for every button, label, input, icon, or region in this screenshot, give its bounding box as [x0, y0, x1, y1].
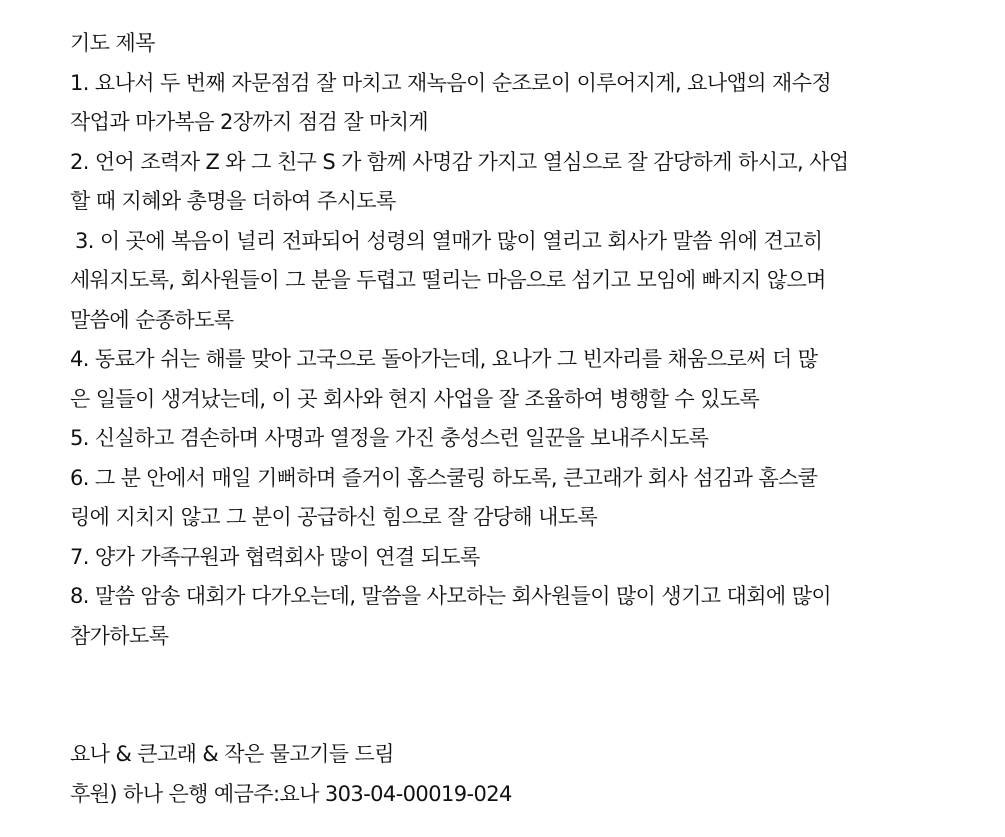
prayer-item-7-line-1: 7. 양가 가족구원과 협력회사 많이 연결 되도록 — [70, 544, 480, 569]
prayer-item-4-line-2: 은 일들이 생겨났는데, 이 곳 회사와 현지 사업을 잘 조율하여 병행할 수 있도록 — [70, 386, 760, 411]
document-title: 기도 제목 — [70, 31, 155, 55]
prayer-item-5 — [70, 419, 970, 459]
prayer-item-4-line-1: 4. 동료가 쉬는 해를 맞아 고국으로 돌아가는데, 요나가 그 빈자리를 채움으로써 더 많 — [70, 347, 818, 371]
prayer-item-8-line-1: 8. 말씀 암송 대회가 다가오는데, 말씀을 사모하는 회사원들이 많이 생기고 대회에 많이 — [70, 584, 832, 608]
spacer — [70, 656, 970, 735]
prayer-item-2 — [70, 143, 970, 222]
prayer-item-8-line-2: 참가하도록 — [70, 623, 169, 648]
prayer-item-6 — [70, 459, 970, 538]
prayer-item-7 — [70, 538, 970, 578]
signature-line: 요나 & 큰고래 & 작은 물고기들 드림 — [70, 742, 394, 766]
prayer-document — [70, 24, 970, 814]
prayer-item-4 — [70, 340, 970, 419]
prayer-item-3-line-3: 말씀에 순종하도록 — [70, 307, 234, 332]
prayer-item-1-line-2: 작업과 마가복음 2장까지 점검 잘 마치게 — [70, 110, 429, 134]
prayer-item-6-line-1: 6. 그 분 안에서 매일 기뻐하며 즐거이 홈스쿨링 하도록, 큰고래가 회사 섬김과 홈스쿨 — [70, 465, 818, 490]
prayer-item-2-line-2: 할 때 지혜와 총명을 더하여 주시도록 — [70, 189, 396, 213]
prayer-item-2-line-1: 2. 언어 조력자 Z 와 그 친구 S 가 함께 사명감 가지고 열심으로 잘 감당하게 하시고, 사업 — [70, 149, 849, 174]
prayer-item-5-line-1: 5. 신실하고 겸손하며 사명과 열정을 가진 충성스런 일꾼을 보내주시도록 — [70, 426, 709, 450]
prayer-item-1-line-1: 1. 요나서 두 번째 자문점검 잘 마치고 재녹음이 순조로이 이루어지게, 요나앱의 재수정 — [70, 70, 832, 95]
sponsor-account-line: 후원) 하나 은행 예금주:요나 303-04-00019-024 — [70, 781, 512, 806]
prayer-item-1 — [70, 64, 970, 143]
prayer-item-8 — [70, 577, 970, 656]
prayer-item-3-line-2: 세워지도록, 회사원들이 그 분을 두렵고 떨리는 마음으로 섬기고 모임에 빠지지 않으며 — [70, 268, 826, 292]
prayer-item-3 — [70, 222, 970, 341]
prayer-item-3-line-1: 3. 이 곳에 복음이 널리 전파되어 성령의 열매가 많이 열리고 회사가 말씀 위에 견고히 — [75, 228, 823, 253]
prayer-item-6-line-2: 링에 지치지 않고 그 분이 공급하신 힘으로 잘 감당해 내도록 — [70, 505, 598, 529]
